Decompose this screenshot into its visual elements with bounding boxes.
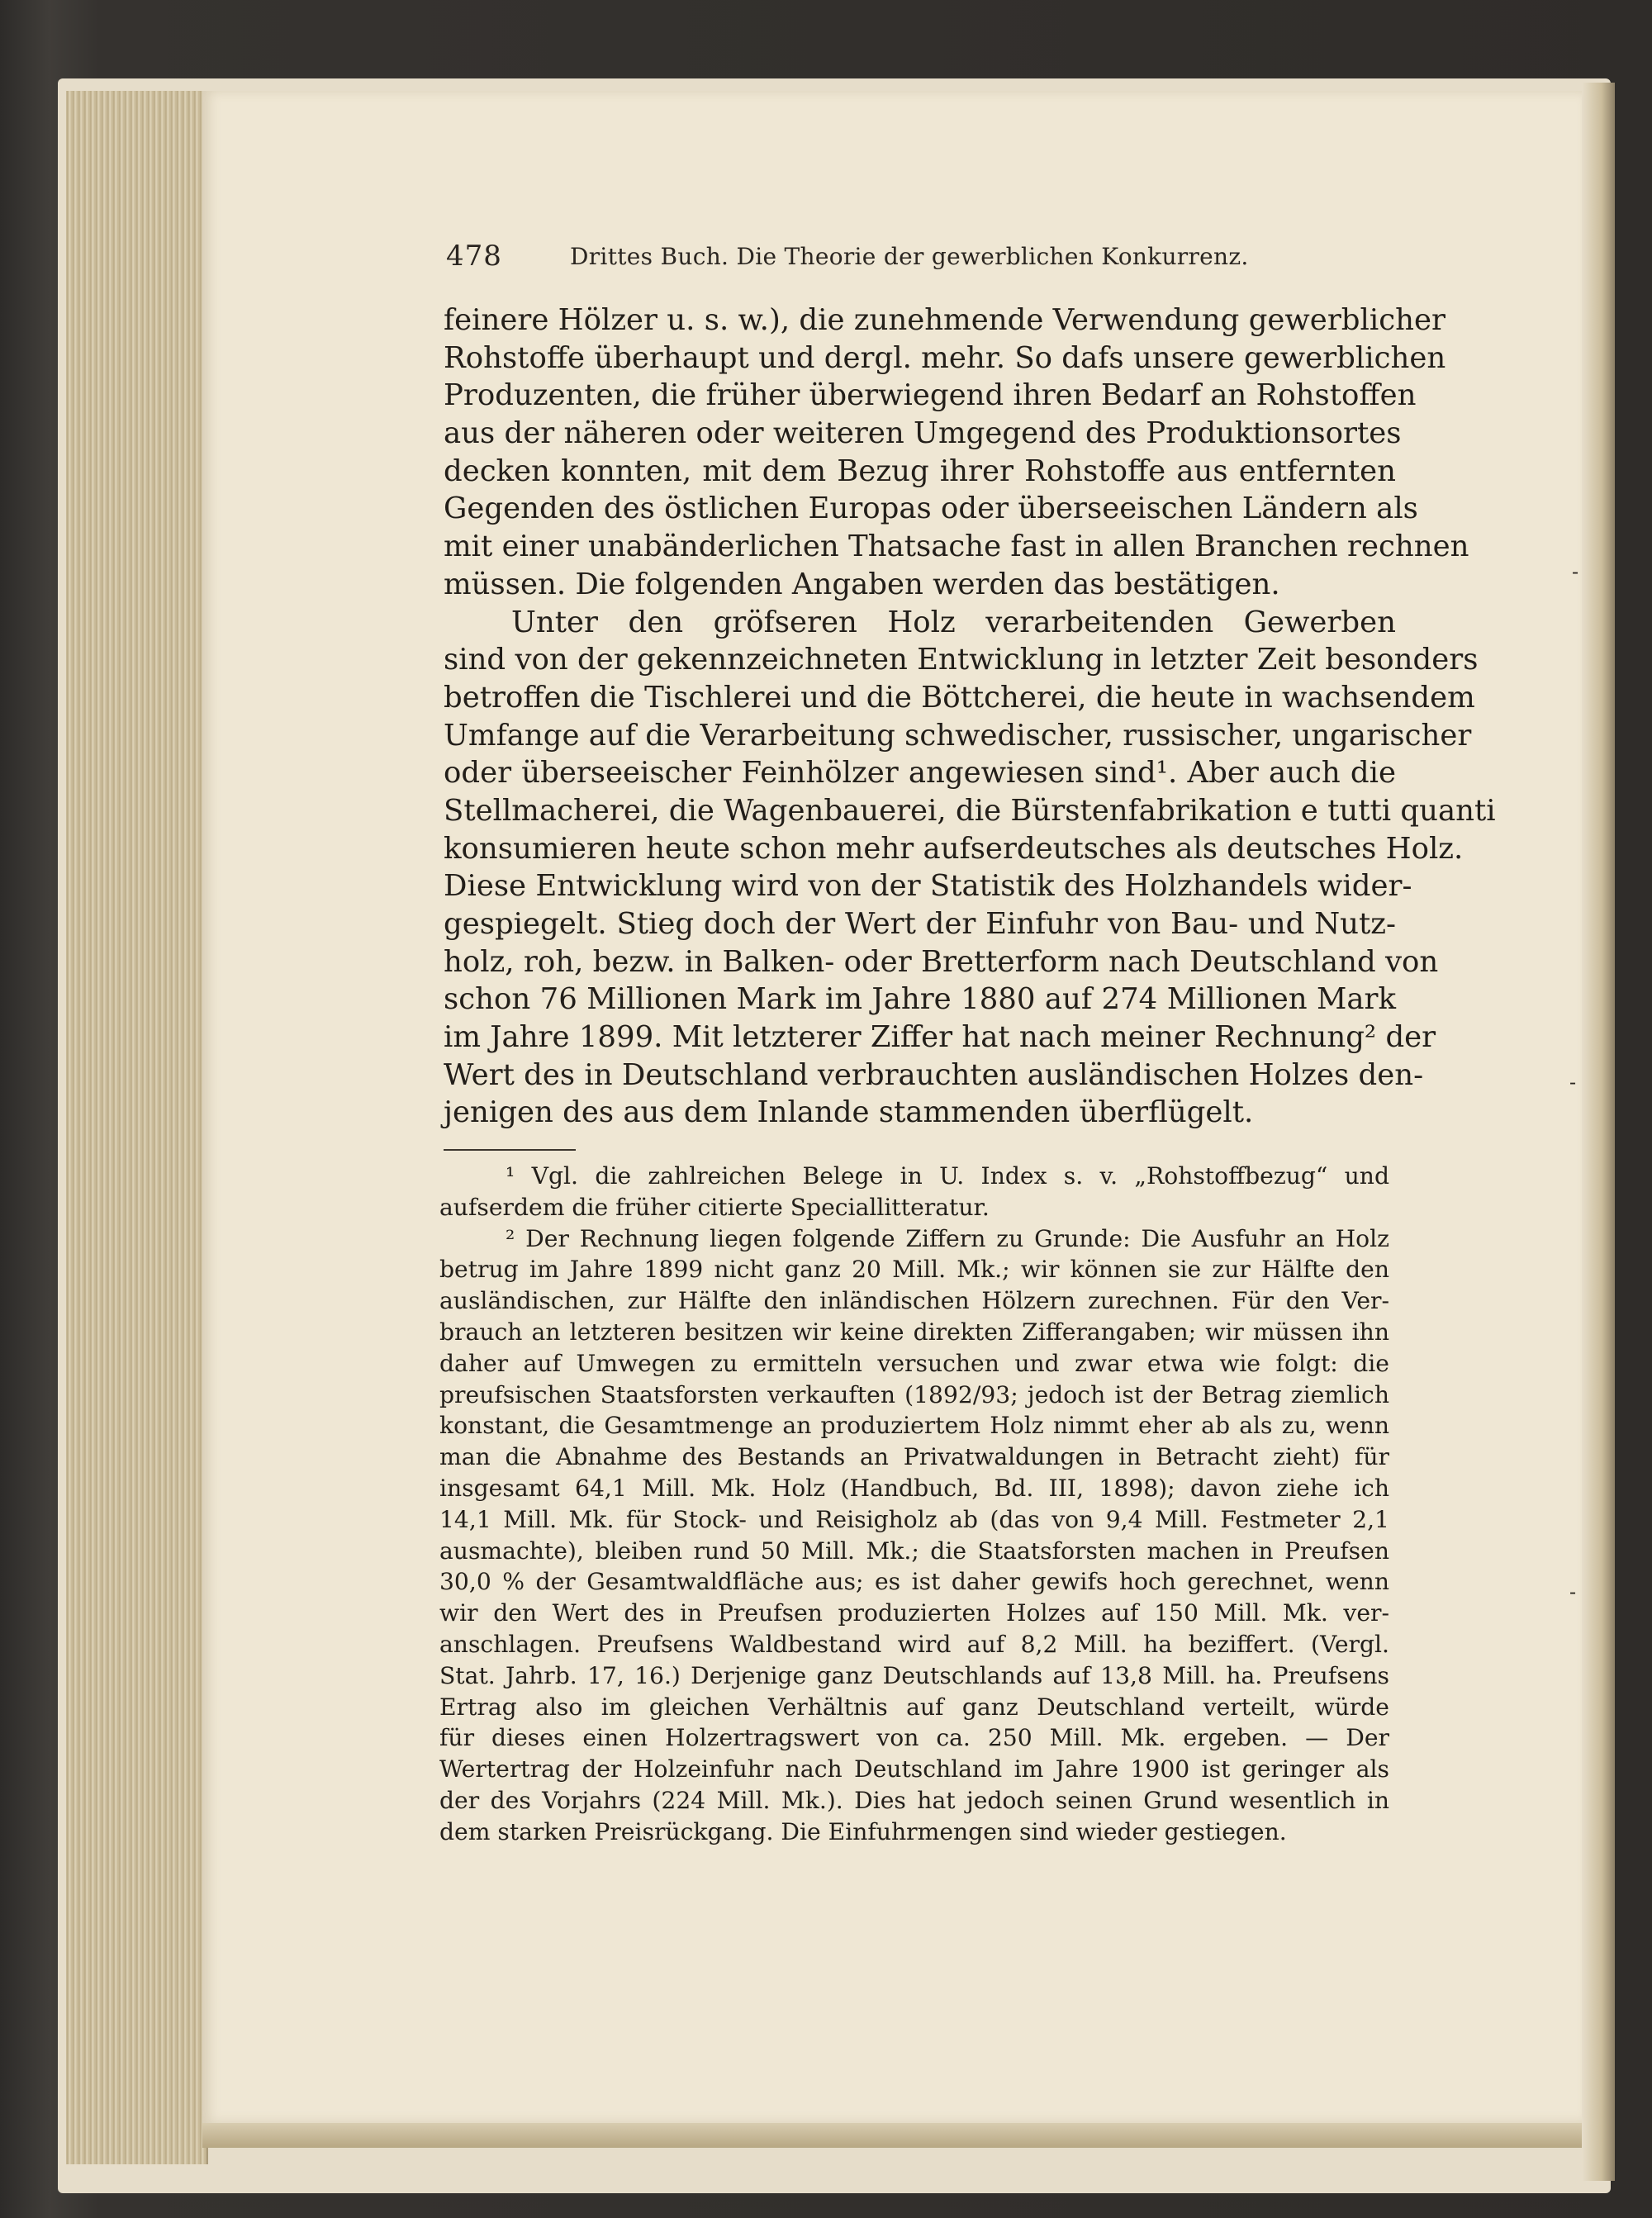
footnote-line: konstant, die Gesamtmenge an produziertem Holz nimmt eher ab als zu, wenn <box>439 1412 1389 1440</box>
text-line: feinere Hölzer u. s. w.), die zunehmende Verwendung gewerblicher <box>444 303 1446 337</box>
text-line: im Jahre 1899. Mit letzterer Ziffer hat nach meiner Rechnung² der <box>444 1020 1436 1055</box>
text-line: Umfange auf die Verarbeitung schwedischer, russischer, ungarischer <box>444 718 1472 753</box>
margin-mark-icon: - <box>1569 1580 1577 1603</box>
body-text <box>444 302 1496 1132</box>
footnote-line: 30,0 % der Gesamtwaldfläche aus; es ist daher gewifs hoch gerechnet, wenn <box>439 1568 1389 1596</box>
footnote-line: ausländischen, zur Hälfte den inländischen Hölzern zurechnen. Für den Ver- <box>439 1287 1389 1315</box>
page-edges <box>66 91 208 2164</box>
text-line: oder überseeischer Feinhölzer angewiesen sind¹. Aber auch die <box>444 756 1396 791</box>
footnote-line: insgesamt 64,1 Mill. Mk. Holz (Handbuch, Bd. III, 1898); davon ziehe ich <box>439 1474 1389 1502</box>
text-line: aus der näheren oder weiteren Umgegend des Produktionsortes <box>444 416 1402 451</box>
footnote-line: betrug im Jahre 1899 nicht ganz 20 Mill. Mk.; wir können sie zur Hälfte den <box>439 1256 1389 1284</box>
footnote-line: wir den Wert des in Preufsen produzierten Holzes auf 150 Mill. Mk. ver- <box>439 1599 1389 1627</box>
footnote-line: ¹ Vgl. die zahlreichen Belege in U. Index s. v. „Rohstoffbezug“ und <box>506 1162 1389 1190</box>
footnote-line: aufserdem die früher citierte Speciallitteratur. <box>439 1193 990 1221</box>
margin-mark-icon: - <box>1569 1071 1577 1094</box>
text-line: sind von der gekennzeichneten Entwicklung in letzter Zeit besonders <box>444 643 1479 677</box>
footnote-line: ² Der Rechnung liegen folgende Ziffern zu Grunde: Die Ausfuhr an Holz <box>506 1224 1389 1252</box>
footnote-line: preufsischen Staatsforsten verkauften (1892/93; jedoch ist der Betrag ziemlich <box>439 1380 1389 1408</box>
text-line: decken konnten, mit dem Bezug ihrer Rohstoffe aus entfernten <box>444 454 1396 488</box>
text-line: konsumieren heute schon mehr aufserdeutsches als deutsches Holz. <box>444 831 1464 866</box>
page-number: 478 <box>446 240 502 273</box>
footnote-line: dem starken Preisrückgang. Die Einfuhrmengen sind wieder gestiegen. <box>439 1817 1287 1845</box>
text-line: holz, roh, bezw. in Balken- oder Bretterform nach Deutschland von <box>444 944 1439 979</box>
footnotes <box>439 1161 1389 1848</box>
running-header <box>446 240 1404 273</box>
footnote-line: daher auf Umwegen zu ermitteln versuchen und zwar etwa wie folgt: die <box>439 1349 1389 1377</box>
footnote-line: anschlagen. Preufsens Waldbestand wird auf 8,2 Mill. ha beziffert. (Vergl. <box>439 1630 1389 1658</box>
text-line: Produzenten, die früher überwiegend ihren Bedarf an Rohstoffen <box>444 378 1417 413</box>
running-head: Drittes Buch. Die Theorie der gewerblichen Konkurrenz. <box>570 243 1249 270</box>
text-line: Wert des in Deutschland verbrauchten ausländischen Holzes den- <box>444 1057 1424 1092</box>
gutter-edge <box>1582 83 1615 2181</box>
page-bottom-edge <box>202 2123 1582 2148</box>
text-line: Diese Entwicklung wird von der Statistik des Holzhandels wider- <box>444 869 1412 904</box>
text-line: Rohstoffe überhaupt und dergl. mehr. So dafs unsere gewerblichen <box>444 340 1446 375</box>
footnote-line: man die Abnahme des Bestands an Privatwaldungen in Betracht zieht) für <box>439 1443 1389 1471</box>
footnote-line: für dieses einen Holzertragswert von ca. 250 Mill. Mk. ergeben. — Der <box>439 1724 1389 1752</box>
footnote-line: brauch an letzteren besitzen wir keine direkten Zifferangaben; wir müssen ihn <box>439 1318 1389 1346</box>
text-line: mit einer unabänderlichen Thatsache fast in allen Branchen rechnen <box>444 530 1469 564</box>
footnote-line: ausmachte), bleiben rund 50 Mill. Mk.; die Staatsforsten machen in Preufsen <box>439 1536 1389 1565</box>
text-line: Gegenden des östlichen Europas oder überseeischen Ländern als <box>444 492 1418 526</box>
margin-mark-icon: - <box>1572 560 1579 583</box>
footnote-divider <box>444 1149 576 1151</box>
text-line: gespiegelt. Stieg doch der Wert der Einfuhr von Bau- und Nutz- <box>444 907 1396 941</box>
footnote-line: der des Vorjahrs (224 Mill. Mk.). Dies hat jedoch seinen Grund wesentlich in <box>439 1786 1389 1814</box>
text-line: schon 76 Millionen Mark im Jahre 1880 auf 274 Millionen Mark <box>444 982 1396 1017</box>
text-line: Unter den gröfseren Holz verarbeitenden Gewerben <box>511 605 1396 639</box>
text-line: Stellmacherei, die Wagenbauerei, die Bürstenfabrikation e tutti quanti <box>444 793 1496 828</box>
text-line: jenigen des aus dem Inlande stammenden überflügelt. <box>444 1095 1254 1130</box>
footnote-line: 14,1 Mill. Mk. für Stock- und Reisigholz ab (das von 9,4 Mill. Festmeter 2,1 <box>439 1505 1389 1533</box>
footnote-line: Stat. Jahrb. 17, 16.) Derjenige ganz Deutschlands auf 13,8 Mill. ha. Preufsens <box>439 1661 1389 1689</box>
footnote-line: Wertertrag der Holzeinfuhr nach Deutschland im Jahre 1900 ist geringer als <box>439 1755 1389 1783</box>
text-line: betroffen die Tischlerei und die Böttcherei, die heute in wachsendem <box>444 680 1475 715</box>
footnote-line: Ertrag also im gleichen Verhältnis auf ganz Deutschland verteilt, würde <box>439 1693 1389 1721</box>
text-line: müssen. Die folgenden Angaben werden das bestätigen. <box>444 567 1280 601</box>
